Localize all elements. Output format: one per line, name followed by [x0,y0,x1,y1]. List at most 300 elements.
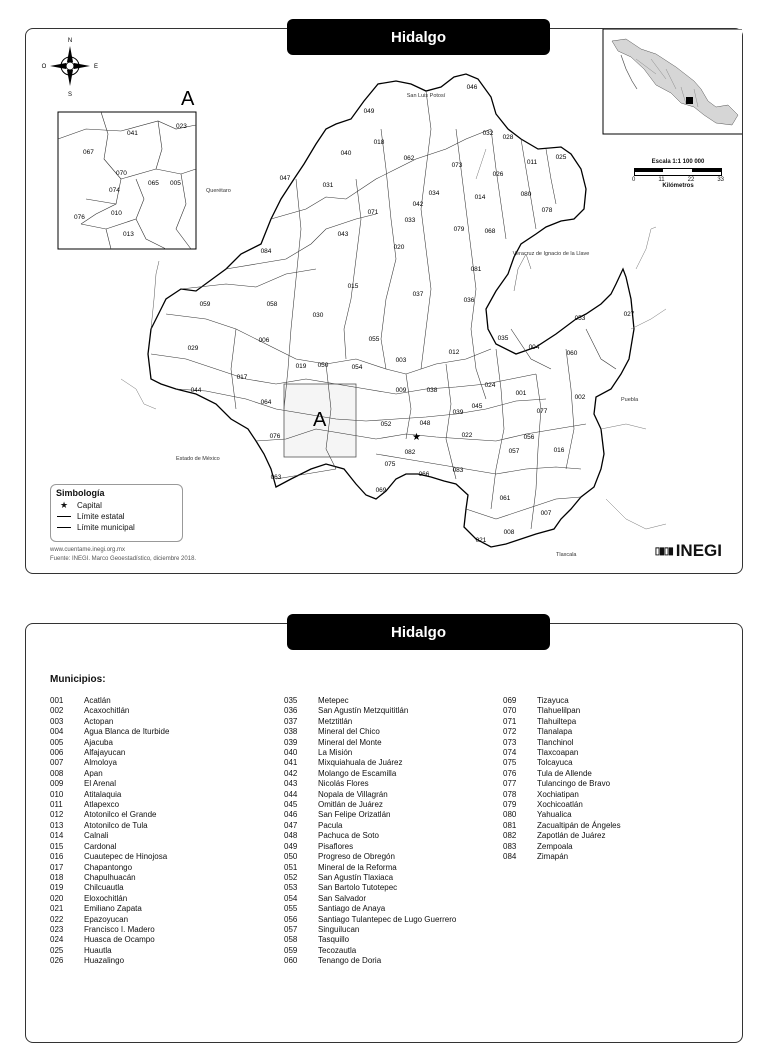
municipality-name: Francisco I. Madero [84,924,155,934]
list-item [284,935,456,945]
municipality-code: 037 [284,716,298,726]
municipality-name: Alfajayucan [84,748,126,758]
municipality-code: 025 [50,945,64,955]
municipality-code-label: 052 [380,421,392,428]
list-item [503,748,621,758]
municipality-code: 069 [503,696,517,705]
municipality-code-label: 077 [536,408,548,415]
list-item [50,790,169,800]
municipality-code: 081 [503,820,517,830]
municipality-name: Epazoyucan [84,914,129,924]
municipality-code-label: 079 [453,226,465,233]
municipality-name: Apan [84,768,103,778]
municipality-name: Atitalaquia [84,789,122,799]
label-puebla: Puebla [621,397,639,403]
list-item [503,696,621,706]
list-item [50,717,169,727]
municipality-code: 071 [503,716,517,726]
list-item [50,842,169,852]
municipality-name: Acatlán [84,696,111,705]
state-line-icon [57,516,71,517]
municipality-name: Zacualtipán de Ángeles [537,820,621,830]
municipality-code: 043 [284,779,298,789]
inset-code-label: 013 [123,231,134,238]
inset-zone-label: A [313,409,327,431]
municipios-heading: Municipios: [50,674,106,685]
municipality-code: 052 [284,872,298,882]
municipality-code-label: 050 [317,362,329,369]
municipality-code-label: 025 [555,154,567,161]
municipality-code-label: 059 [199,301,211,308]
municipality-name: Pachuca de Soto [318,831,379,841]
municipality-name: Zimapán [537,852,569,862]
list-item [284,904,456,914]
municipality-code-label: 078 [541,207,553,214]
municipality-name: Zempoala [537,841,573,851]
municipality-name: Actopan [84,716,114,726]
inegi-logo [655,541,722,561]
municipality-code: 009 [50,779,64,789]
municipality-code: 073 [503,737,517,747]
municipality-name: San Felipe Orizatlán [318,810,391,820]
municipality-code-label: 036 [463,297,475,304]
municipality-name: Santiago de Anaya [318,904,386,914]
list-item [50,904,169,914]
list-item [50,810,169,820]
municipality-code-label: 053 [574,315,586,322]
scale-title: Escala 1:1 100 000 [651,159,705,165]
map-title: Hidalgo [287,19,550,55]
municipality-code: 015 [50,841,64,851]
municipality-code-label: 029 [187,345,199,352]
municipality-name: Progreso de Obregón [318,852,395,862]
list-item [50,873,169,883]
list-item [284,863,456,873]
inegi-logo-icon: ▯▮▯▮ [654,545,673,557]
list-item [503,758,621,768]
municipality-code: 003 [50,716,64,726]
municipality-code: 070 [503,706,517,716]
municipality-code: 022 [50,914,64,924]
list-item [50,769,169,779]
list-item [503,831,621,841]
municipality-name: San Salvador [318,893,367,903]
capital-star-icon: ★ [412,432,421,443]
inegi-logo-text: INEGI [675,541,722,560]
municipality-code-label: 046 [466,84,478,91]
municipality-name: Tizayuca [537,696,569,705]
municipality-code-label: 004 [528,344,540,351]
municipality-code: 074 [503,748,517,758]
municipality-code: 082 [503,831,517,841]
source-info [50,546,196,564]
list-item [284,800,456,810]
municipality-code: 035 [284,696,298,705]
municipality-name: Tlahuelilpan [537,706,581,716]
municipality-code-label: 018 [373,139,385,146]
scale-tick-2: 22 [687,177,695,183]
list-item [503,706,621,716]
state-outline [148,74,634,547]
municipality-name: Xochicoatlán [537,800,583,810]
list-item [503,810,621,820]
municipality-column-2 [284,696,456,967]
list-item [284,915,456,925]
municipality-code-label: 028 [502,134,514,141]
municipality-code-label: 076 [269,433,281,440]
municipality-name: Chilcuautla [84,883,124,893]
municipality-code: 046 [284,810,298,820]
municipality-code: 080 [503,810,517,820]
municipality-code: 048 [284,831,298,841]
list-item [284,717,456,727]
municipality-code-label: 035 [497,335,509,342]
municipality-name: Almoloya [84,758,117,768]
municipality-name: Cuautepec de Hinojosa [84,852,168,862]
municipality-code-label: 055 [368,336,380,343]
list-item [284,758,456,768]
municipality-name: Tlanalapa [537,727,573,737]
list-item [284,769,456,779]
list-item [284,925,456,935]
legend-state-limit: Límite estatal [77,512,125,521]
municipality-code-label: 016 [553,447,565,454]
municipality-code-label: 043 [337,231,349,238]
municipality-code-label: 039 [452,409,464,416]
star-icon: ★ [59,500,69,510]
municipality-code-label: 047 [279,175,291,182]
list-item [284,748,456,758]
municipality-code-label: 024 [484,382,496,389]
municipality-code-label: 040 [340,150,352,157]
list-item [50,946,169,956]
municipality-code-label: 012 [448,349,460,356]
list-item [50,915,169,925]
municipality-code: 057 [284,924,298,934]
municipality-code: 084 [503,852,517,862]
municipality-code: 050 [284,852,298,862]
municipality-code: 007 [50,758,64,768]
municipality-name: San Agustín Tlaxiaca [318,872,394,882]
municipality-code-label: 068 [484,228,496,235]
municipality-name: Tasquillo [318,935,350,945]
municipality-code-labels [188,84,635,544]
municipality-code: 053 [284,883,298,893]
municipality-name: Agua Blanca de Iturbide [84,727,170,737]
list-item [50,956,169,966]
municipality-name: Nicolás Flores [318,779,369,789]
municipality-code-label: 021 [475,537,487,544]
municipality-name: Yahualica [537,810,572,820]
municipality-code: 076 [503,768,517,778]
list-item [50,821,169,831]
list-item [503,779,621,789]
municipality-code: 017 [50,862,64,872]
municipality-code: 060 [284,956,298,966]
municipality-code: 036 [284,706,298,716]
municipality-name: Atotonilco el Grande [84,810,157,820]
list-item [50,779,169,789]
municipal-boundaries [151,91,616,529]
municipality-name: Tlahuiltepa [537,716,577,726]
municipal-line-icon [57,527,71,528]
inset-map-a [58,88,196,249]
municipality-code-label: 022 [461,432,473,439]
municipality-name: Metepec [318,696,349,705]
municipality-name: San Agustín Metzquititlán [318,706,409,716]
list-item [284,956,456,966]
list-item [50,863,169,873]
list-item [503,800,621,810]
list-item [503,821,621,831]
legend-municipal-limit: Límite municipal [77,523,135,532]
list-item [284,831,456,841]
source-url: www.cuentame.inegi.org.mx [50,547,126,553]
list-item [503,738,621,748]
municipality-code-label: 001 [515,390,527,397]
inset-code-label: 070 [116,170,127,177]
municipality-code: 008 [50,768,64,778]
municipality-code: 045 [284,800,298,810]
inset-code-label: 023 [176,123,187,130]
municipality-code: 023 [50,924,64,934]
municipality-code-label: 058 [266,301,278,308]
municipality-code: 026 [50,956,64,966]
municipality-code-label: 017 [236,374,248,381]
inset-code-label: 067 [83,149,94,156]
municipality-code: 072 [503,727,517,737]
municipality-code: 047 [284,820,298,830]
list-item [50,758,169,768]
list-item [284,790,456,800]
list-item [50,883,169,893]
municipality-code-label: 075 [384,461,396,468]
inset-code-label: 074 [109,187,120,194]
municipality-list-panel [25,623,743,1043]
municipality-code: 012 [50,810,64,820]
municipality-name: Atlapexco [84,800,120,810]
list-item [284,842,456,852]
municipality-name: Huautla [84,945,112,955]
municipality-name: Mineral del Chico [318,727,380,737]
municipality-code-label: 037 [412,291,424,298]
list-item [503,769,621,779]
municipality-code: 005 [50,737,64,747]
list-item [50,727,169,737]
municipality-name: Santiago Tulantepec de Lugo Guerrero [318,914,457,924]
municipality-name: Omitlán de Juárez [318,800,383,810]
municipality-code-label: 080 [520,191,532,198]
municipality-code: 051 [284,862,298,872]
list-item [503,852,621,862]
municipality-code-label: 062 [403,155,415,162]
list-item [50,935,169,945]
municipality-code: 020 [50,893,64,903]
municipality-code-label: 027 [623,311,635,318]
municipality-code-label: 031 [322,182,334,189]
municipality-code: 049 [284,841,298,851]
municipality-code-label: 007 [540,510,552,517]
list-item [503,717,621,727]
inset-code-label: 076 [74,214,85,221]
list-item [284,873,456,883]
municipality-name: Acaxochitlán [84,706,130,716]
municipality-code: 056 [284,914,298,924]
list-item [284,779,456,789]
scale-tick-3: 33 [717,177,724,183]
municipality-code-label: 054 [351,364,363,371]
label-veracruz: Veracruz de Ignacio de la Llave [512,251,590,257]
inset-label: A [181,88,195,110]
list-item [50,738,169,748]
neighbor-labels [176,93,639,558]
municipality-code-label: 081 [470,266,482,273]
list-item [284,821,456,831]
inset-code-label: 065 [148,180,159,187]
municipality-name: Zapotlán de Juárez [537,831,606,841]
municipality-code-label: 049 [363,108,375,115]
scale-unit: Kilómetros [662,183,694,189]
municipality-code: 040 [284,748,298,758]
list-item [284,894,456,904]
municipality-code-label: 084 [260,248,272,255]
municipality-name: Xochiatipan [537,789,579,799]
municipality-code-label: 069 [375,487,387,494]
municipality-code-label: 015 [347,283,359,290]
municipality-name: Tlanchinol [537,737,574,747]
list-item [50,696,169,706]
municipality-name: Tolcayuca [537,758,573,768]
municipality-code-label: 083 [452,467,464,474]
municipality-code: 058 [284,935,298,945]
list-title: Hidalgo [287,614,550,650]
municipality-name: Singuilucan [318,924,360,934]
municipality-code: 024 [50,935,64,945]
inset-code-label: 010 [111,210,122,217]
list-item [284,727,456,737]
municipality-code: 078 [503,789,517,799]
municipality-code-label: 020 [393,244,405,251]
municipality-code: 041 [284,758,298,768]
list-item [50,748,169,758]
list-item [284,852,456,862]
municipality-name: San Bartolo Tutotepec [318,883,398,893]
municipality-name: Pacula [318,820,343,830]
municipality-code-label: 057 [508,448,520,455]
municipality-code-label: 033 [404,217,416,224]
municipality-code: 019 [50,883,64,893]
municipality-name: Emiliano Zapata [84,904,142,914]
municipality-name: Pisaflores [318,841,354,851]
municipality-code: 002 [50,706,64,716]
municipality-code-label: 003 [395,357,407,364]
list-item [503,790,621,800]
municipality-code-label: 002 [574,394,586,401]
municipality-code-label: 048 [419,420,431,427]
municipality-code-label: 061 [499,495,511,502]
municipality-name: Ajacuba [84,737,113,747]
municipality-code: 083 [503,841,517,851]
municipality-code: 018 [50,872,64,882]
source-text: Fuente: INEGI. Marco Geoestadístico, diciembre 2018. [50,556,197,562]
municipality-name: Huasca de Ocampo [84,935,155,945]
compass-w: O [41,64,47,70]
municipality-name: Nopala de Villagrán [318,789,388,799]
municipality-name: Metztitlán [318,716,353,726]
list-item [50,831,169,841]
inset-code-label: 041 [127,130,138,137]
municipality-code: 013 [50,820,64,830]
label-mexico: Estado de México [176,456,220,462]
municipality-name: Molango de Escamilla [318,768,397,778]
municipality-code: 079 [503,800,517,810]
municipality-code: 039 [284,737,298,747]
municipality-code: 021 [50,904,64,914]
municipality-code-label: 060 [566,350,578,357]
list-item [284,706,456,716]
list-item [284,946,456,956]
municipality-column-3 [503,696,621,863]
legend-capital: Capital [77,501,102,510]
scale-tick-1: 11 [658,177,665,183]
municipality-code: 014 [50,831,64,841]
municipality-code: 042 [284,768,298,778]
municipality-code: 075 [503,758,517,768]
municipality-code: 011 [50,800,63,810]
list-item [284,738,456,748]
municipality-code: 001 [50,696,64,705]
municipality-code-label: 008 [503,529,515,536]
legend-title: Simbología [56,488,105,498]
compass-s: S [67,92,73,98]
municipality-name: Eloxochitlán [84,893,128,903]
municipality-code-label: 026 [492,171,504,178]
municipality-name: Tulancingo de Bravo [537,779,611,789]
municipality-code-label: 030 [312,312,324,319]
compass-icon [42,38,98,98]
inset-zone-a [284,384,356,457]
municipality-code: 016 [50,852,64,862]
municipality-name: La Misión [318,748,353,758]
municipality-code: 004 [50,727,64,737]
municipality-code-label: 064 [260,399,272,406]
municipality-name: Cardonal [84,841,117,851]
scale-bar [632,159,724,189]
municipality-name: Atotonilco de Tula [84,820,148,830]
municipality-code: 054 [284,893,298,903]
municipality-name: Mineral de la Reforma [318,862,397,872]
municipality-code: 059 [284,945,298,955]
list-item [50,800,169,810]
municipality-code-label: 011 [526,159,538,166]
municipality-name: El Arenal [84,779,117,789]
label-tlaxcala: Tlaxcala [556,552,577,558]
list-item [503,842,621,852]
municipality-code-label: 038 [426,387,438,394]
municipality-name: Chapulhuacán [84,872,136,882]
municipality-code-label: 042 [412,201,424,208]
compass-n: N [67,38,73,44]
list-item [284,883,456,893]
municipality-name: Mineral del Monte [318,737,382,747]
label-slp: San Luis Potosí [406,93,446,99]
legend [50,484,183,542]
list-item [50,852,169,862]
municipality-code-label: 063 [270,474,282,481]
label-queretaro: Querétaro [206,188,231,194]
list-item [284,810,456,820]
municipality-column-1 [50,696,169,967]
